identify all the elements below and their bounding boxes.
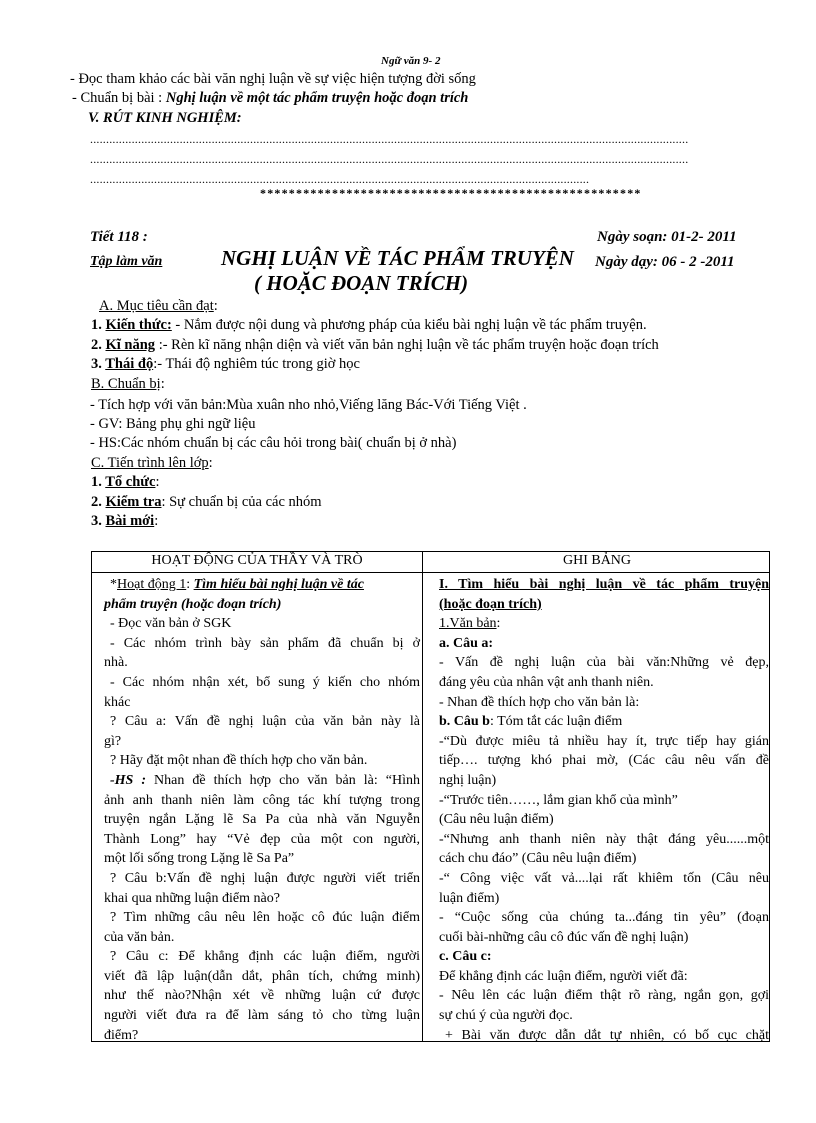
right-line-22: - Nêu lên các luận điểm thật rõ ràng, ngắn gọn, gợi (439, 988, 769, 1004)
c1-num: 1. (91, 474, 106, 490)
section-c-label: C. Tiến trình lên lớp (91, 455, 209, 471)
right-line-20: c. Câu c: (439, 949, 492, 965)
right-line-19: cuối bài-những câu cô đúc vấn đề nghị luận) (439, 929, 689, 945)
lesson-subject: Tập làm văn (90, 254, 163, 269)
k1-num: 1. (91, 317, 106, 333)
left-line-21: viết đã lập luận(dẫn dắt, phân tích, chứng minh) (104, 968, 420, 984)
c2-label: Kiểm tra (105, 494, 162, 510)
step-to-chuc (91, 474, 159, 491)
step-bai-moi (91, 513, 158, 530)
hd1-label: Hoạt động 1 (117, 577, 187, 592)
left-line-24: điểm? (104, 1027, 139, 1043)
k2-text: :- Rèn kĩ năng nhận diện và viết văn bản nghị luận về tác phẩm truyện hoặc đoạn trích (155, 337, 659, 353)
cau-b-text: : Tóm tắt các luận điểm (489, 714, 623, 730)
activity-table (91, 551, 770, 1042)
hd1-colon: : (186, 577, 194, 592)
left-line-20: ? Câu c: Để khẳng định các luận điểm, người (110, 949, 420, 965)
dotted-line-1: ........................................................................................................................................................................................... (90, 132, 689, 146)
intro-line-2-prefix: - Chuẩn bị bài : (72, 90, 166, 106)
k1-text: - Nắm được nội dung và phương pháp của kiểu bài nghị luận về tác phẩm truyện. (171, 317, 647, 333)
left-line-23: người viết đưa ra để làm sáng tỏ cho từng luận (104, 1008, 420, 1024)
section-c-heading (91, 455, 213, 472)
right-line-6: đáng yêu của nhân vật anh thanh niên. (439, 674, 654, 690)
hd1-title-a: Tìm hiểu bài nghị luận về tác (193, 577, 364, 592)
left-line-22: như thế nào?Nhận xét về những luận cứ được (104, 988, 420, 1004)
lesson-title-line-1: NGHỊ LUẬN VỀ TÁC PHẨM TRUYỆN (221, 246, 574, 270)
left-line-7: khác (104, 694, 131, 710)
prep-line-2: - GV: Bảng phụ ghi ngữ liệu (90, 416, 256, 432)
section-c-colon: : (208, 455, 213, 471)
table-header-left: HOẠT ĐỘNG CỦA THẦY VÀ TRÒ (151, 553, 363, 568)
left-line-19: của văn bản. (104, 929, 175, 945)
c2-num: 2. (91, 494, 106, 510)
intro-line-2-title: Nghị luận về một tác phẩm truyện hoặc đoạn trích (165, 90, 469, 106)
k1-label: Kiến thức: (105, 317, 172, 333)
right-line-3 (439, 614, 769, 634)
left-line-9: gì? (104, 733, 122, 749)
left-line-4: - Các nhóm trình bày sản phẩm đã chuẩn bị ở (110, 635, 420, 651)
right-line-21: Để khẳng định các luận điểm, người viết đã: (439, 968, 688, 984)
k3-text: :- Thái độ nghiêm túc trong giờ học (153, 356, 360, 372)
right-line-4: a. Câu a: (439, 635, 494, 651)
right-line-1: I. Tìm hiểu bài nghị luận về tác phẩm truyện (439, 577, 769, 592)
right-line-24: + Bài văn được dẫn dắt tự nhiên, có bố cục chặt (445, 1027, 769, 1043)
objective-ki-nang (91, 337, 659, 354)
k2-num: 2. (91, 337, 106, 353)
c3-num: 3. (91, 513, 106, 529)
cau-b-label: b. Câu b (439, 714, 490, 730)
right-line-7: - Nhan đề thích hợp cho văn bản là: (439, 694, 640, 710)
teacher-student-column (104, 575, 420, 1045)
c2-text: : Sự chuẩn bị của các nhóm (161, 494, 322, 510)
right-line-12: -“Trước tiên……, lắm gian khổ của mình” (439, 792, 678, 808)
star-separator: ***************************************************** (260, 186, 642, 200)
lesson-tiet: Tiết 118 : (90, 229, 148, 245)
left-line-15: một lối sống trong Lặng lẽ Sa Pa” (104, 851, 295, 867)
left-line-6: - Các nhóm nhận xét, bổ sung ý kiến cho nhóm (110, 674, 420, 690)
objective-thai-do (91, 356, 360, 373)
intro-line-2 (72, 90, 468, 107)
right-line-10: tiếp…. tượng khó phai mờ, (Các câu nêu vấn đề (439, 753, 769, 769)
prep-line-1: - Tích hợp với văn bản:Mùa xuân nho nhỏ,Viếng lăng Bác-Với Tiếng Việt . (90, 397, 527, 413)
right-line-8 (439, 712, 769, 732)
table-column-divider (422, 552, 423, 1041)
table-header-divider (92, 572, 769, 573)
intro-line-1: - Đọc tham khảo các bài văn nghị luận về sự việc hiện tượng đời sống (70, 71, 476, 87)
van-ban-colon: : (496, 616, 501, 632)
ngay-day: Ngày dạy: 06 - 2 -2011 (595, 254, 735, 270)
left-line-18: ? Tìm những câu nêu lên hoặc cô đúc luận điểm (110, 910, 420, 926)
section-b-colon: : (160, 376, 165, 392)
right-line-16: -“ Công việc vất vả....lại rất khiêm tốn (Câu nêu (439, 870, 769, 886)
c1-label: Tổ chức (105, 474, 156, 490)
left-line-10: ? Hãy đặt một nhan đề thích hợp cho văn bản. (110, 753, 368, 769)
right-line-5: - Vấn đề nghị luận của bài văn:Những vẻ đẹp, (439, 655, 769, 671)
left-line-17: khai qua những luận điểm nào? (104, 890, 280, 906)
lesson-title-line-2: ( HOẶC ĐOẠN TRÍCH) (254, 271, 469, 295)
right-line-13: (Câu nêu luận điểm) (439, 812, 554, 828)
right-line-14: -“Nhưng anh thanh niên này thật đáng yêu......một (439, 831, 769, 847)
section-b-label: B. Chuẩn bị (91, 376, 161, 392)
c3-text: : (154, 513, 159, 529)
hs-text: Nhan đề thích hợp cho văn bản là: “Hình (146, 772, 420, 788)
dotted-line-2: ........................................................................................................................................................................................... (90, 152, 689, 166)
right-line-9: -“Dù được miêu tả nhiều hay ít, trực tiếp hay gián (439, 733, 769, 749)
right-line-15: cách chu đáo” (Câu nêu luận điểm) (439, 851, 637, 867)
left-line-5: nhà. (104, 655, 128, 671)
k3-num: 3. (91, 356, 106, 372)
step-kiem-tra (91, 494, 322, 511)
left-line-1 (110, 575, 420, 595)
table-header-right: GHI BẢNG (562, 553, 632, 568)
k3-label: Thái độ (105, 356, 154, 372)
section-a-colon: : (213, 298, 218, 314)
right-line-11: nghị luận) (439, 772, 497, 788)
hs-label: -HS : (110, 772, 147, 788)
right-line-18: - “Cuộc sống của chúng ta...đáng tin yêu” (đoạn (439, 910, 769, 926)
left-line-12: ảnh anh thanh niên làm công tác khí tượng trong (104, 792, 420, 808)
page-header: Ngữ văn 9- 2 (381, 55, 441, 67)
section-a-heading (99, 298, 218, 315)
left-line-8: ? Câu a: Vấn đề nghị luận của văn bản này là (110, 714, 420, 730)
right-line-2: (hoặc đoạn trích) (439, 596, 542, 612)
c1-text: : (155, 474, 160, 490)
van-ban-label: 1.Văn bản (439, 616, 497, 632)
section-a-label: A. Mục tiêu cần đạt (99, 298, 214, 314)
c3-label: Bài mới (105, 513, 155, 529)
left-line-11 (110, 771, 420, 791)
section-v-heading: V. RÚT KINH NGHIỆM: (88, 110, 242, 126)
k2-label: Kĩ năng (105, 337, 156, 353)
right-line-17: luận điểm) (439, 890, 500, 906)
notes-column (439, 575, 769, 1045)
prep-line-3: - HS:Các nhóm chuẩn bị các câu hỏi trong bài( chuẩn bị ở nhà) (90, 435, 457, 451)
left-line-2: phẩm truyện (hoặc đoạn trích) (104, 596, 282, 612)
right-line-23: sự chú ý của người đọc. (439, 1008, 573, 1024)
left-line-3: - Đọc văn bản ở SGK (110, 616, 232, 632)
ngay-soan: Ngày soạn: 01-2- 2011 (597, 229, 737, 245)
section-b-heading (91, 376, 165, 393)
left-line-13: truyện ngắn Lặng lẽ Sa Pa của nhà văn Nguyễn (104, 812, 420, 828)
objective-kien-thuc (91, 317, 647, 334)
dotted-line-3: ............................................................................................................................................................ (90, 172, 590, 186)
left-line-16: ? Câu b:Vấn đề nghị luận được người viết triển (110, 870, 420, 886)
hd1-star: * (110, 577, 117, 592)
left-line-14: Thành Long” hay “Vẻ đẹp của một con người, (104, 831, 420, 847)
